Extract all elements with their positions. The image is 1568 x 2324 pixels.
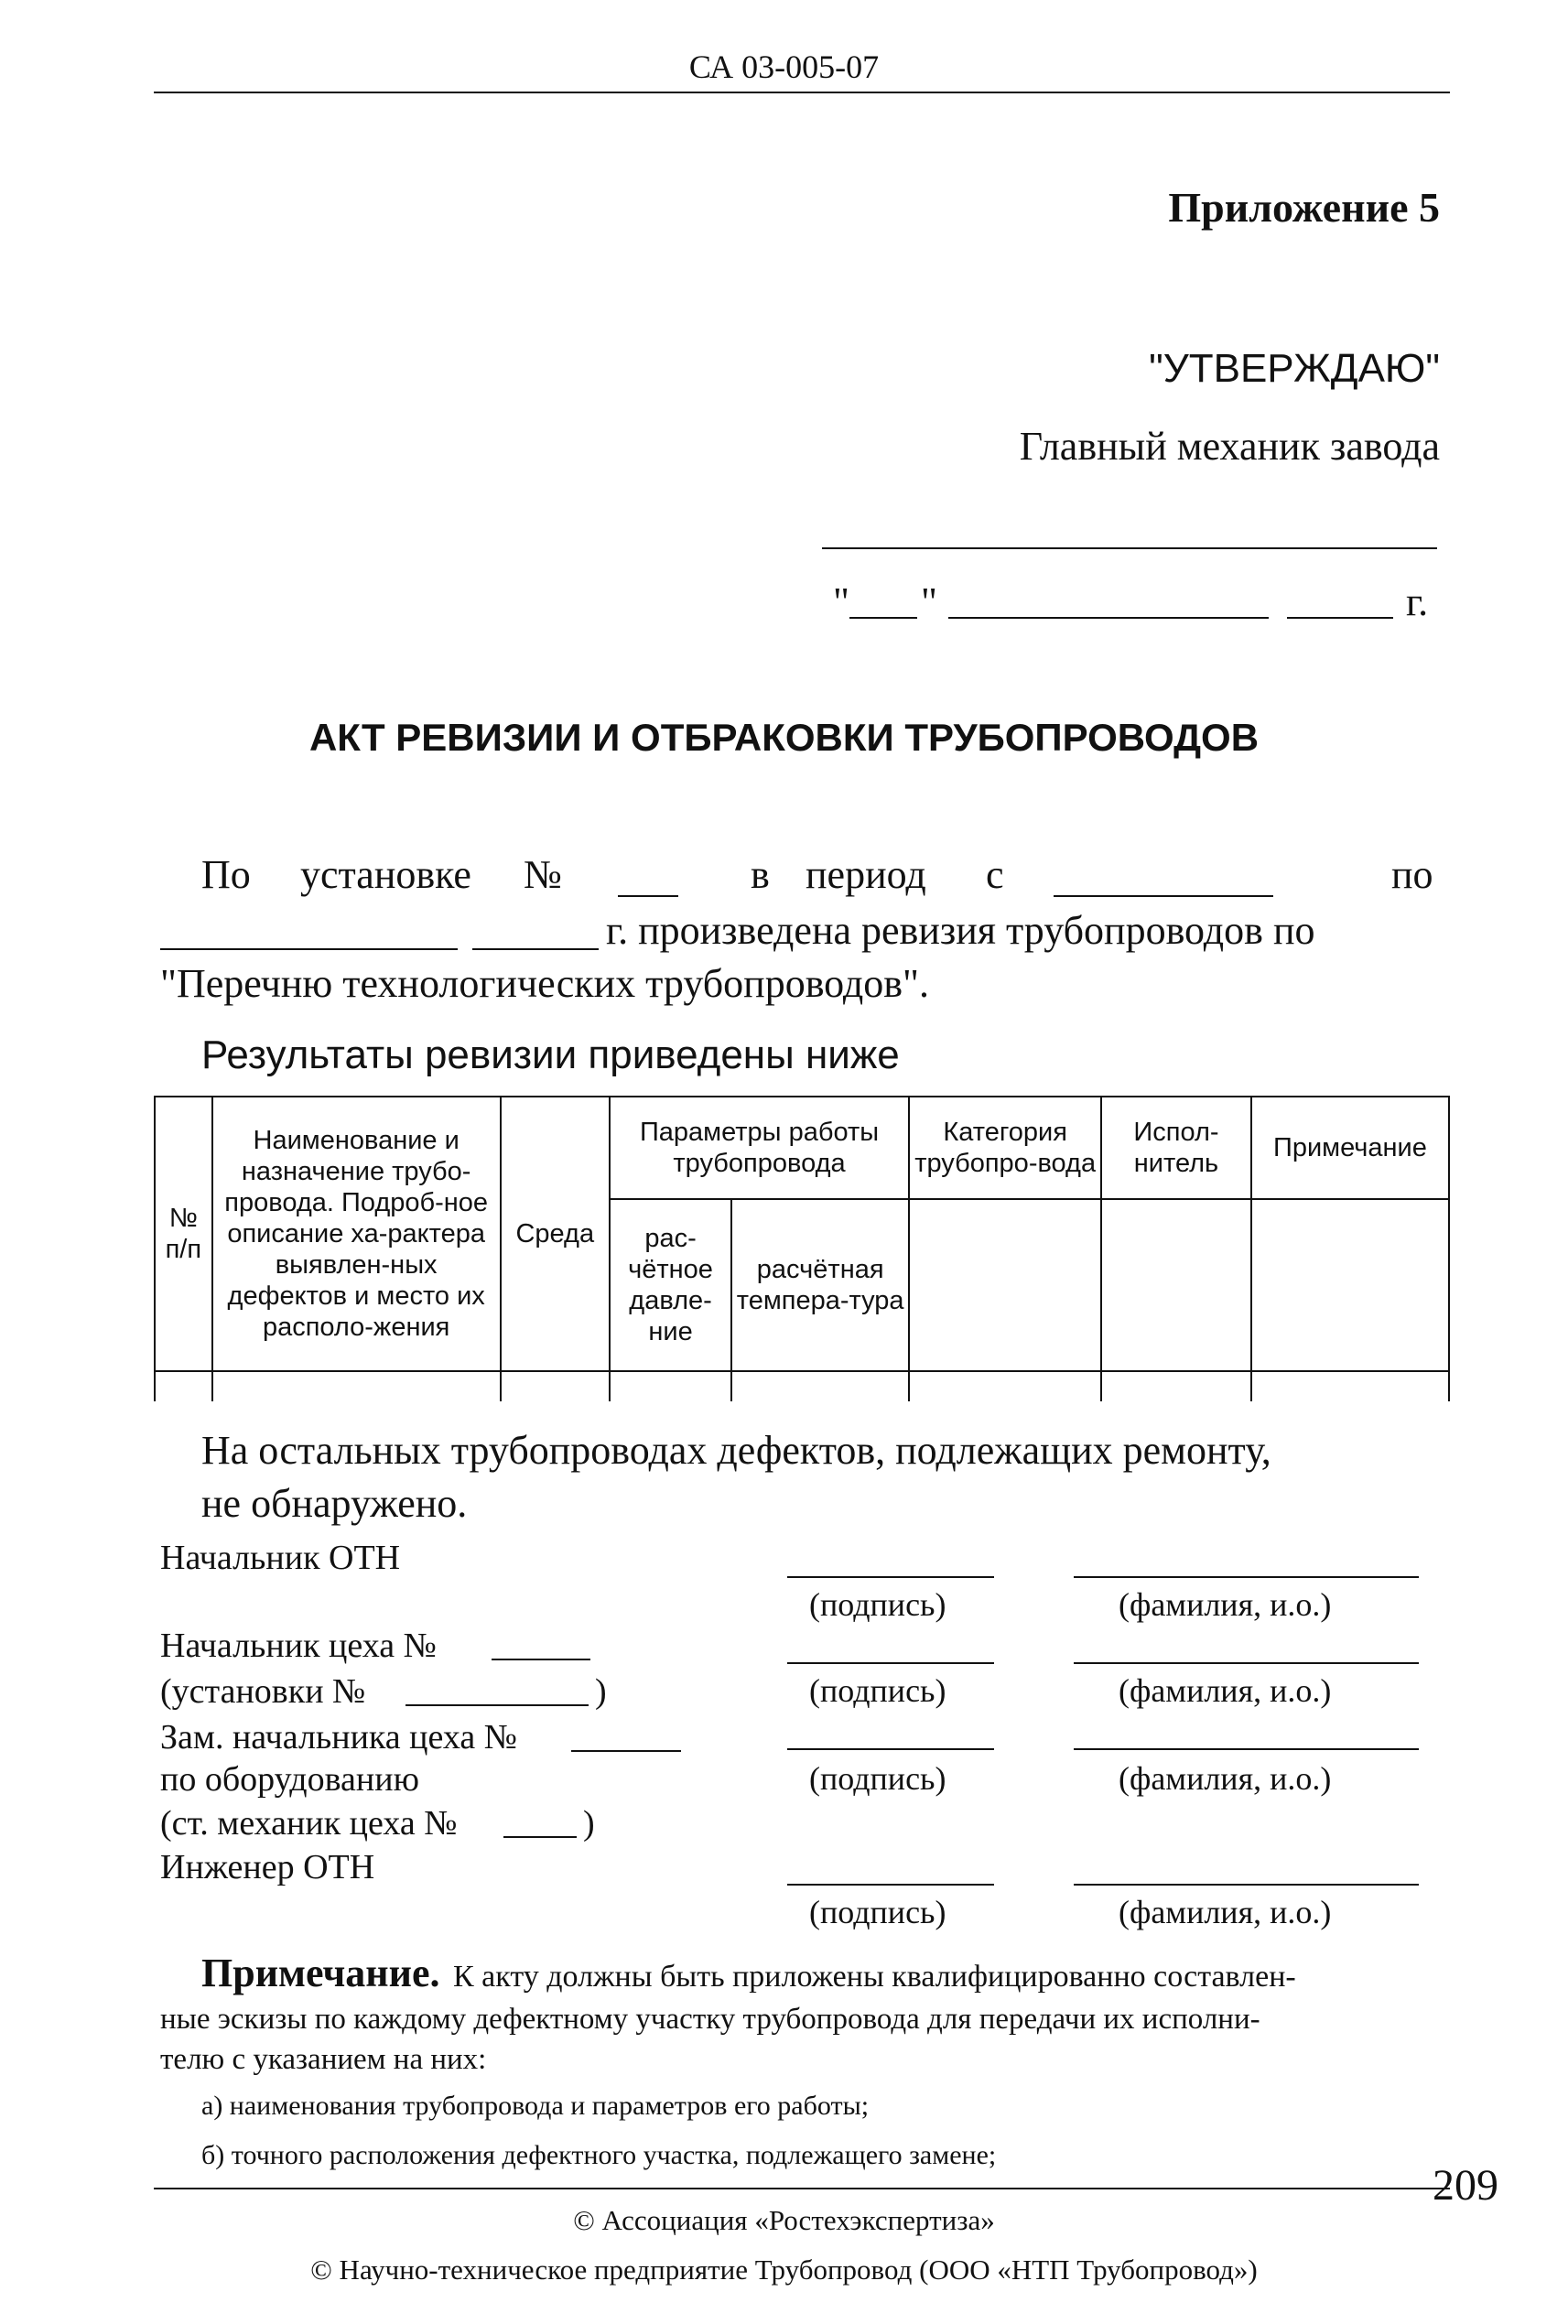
table-cell (909, 1371, 1101, 1401)
note-text-3: телю с указанием на них: (160, 2043, 487, 2076)
table-cell (1101, 1371, 1251, 1401)
header-rule (154, 92, 1450, 93)
note-item-a: а) наименования трубопровода и параметров его работы; (201, 2091, 870, 2121)
table-cell (610, 1371, 731, 1401)
executor-cell (1101, 1199, 1251, 1371)
header-row-number (155, 1097, 212, 1371)
intro-word-po: По (201, 852, 251, 897)
table-cell (212, 1371, 501, 1401)
approval-date-open-quote: " (833, 579, 849, 624)
shop-head-label: Начальник цеха № (160, 1627, 437, 1665)
footer-enterprise: © Научно-техническое предприятие Трубопровод (ООО «НТП Трубопровод») (310, 2254, 1258, 2286)
note-text-2: ные эскизы по каждому дефектному участку трубопровода для передачи их исполни- (160, 2003, 1260, 2036)
unit-number-blank (406, 1704, 589, 1706)
unit-close-paren: ) (595, 1672, 607, 1711)
document-title: АКТ РЕВИЗИИ И ОТБРАКОВКИ ТРУБОПРОВОДОВ (308, 716, 1260, 759)
note-heading: Примечание. (201, 1951, 440, 1995)
header-design-pressure (610, 1199, 731, 1371)
header-pipeline-name (212, 1097, 501, 1371)
engineer-signature-line (787, 1884, 994, 1886)
header-operating-parameters (610, 1097, 909, 1199)
by-equipment-label: по оборудованию (160, 1760, 419, 1799)
header-category (909, 1097, 1101, 1199)
intro-word-po-2: по (1391, 852, 1433, 897)
header-design-pressure-text: рас-чётное давле-ние (628, 1224, 713, 1346)
approval-year-suffix: г. (1406, 579, 1429, 624)
intro-word-s: с (986, 852, 1004, 897)
deputy-signature-line (787, 1748, 994, 1750)
intro-word-period: период (806, 852, 926, 897)
revision-results-table (154, 1096, 1450, 1401)
header-pipeline-name-text: Наименование и назначение трубо-провода. Подроб-ное описание ха-рактера выявлен-ных дефектов и место их располо-жения (224, 1126, 489, 1342)
footer-rule (154, 2188, 1450, 2189)
shop-number-blank (492, 1659, 590, 1660)
shop-head-signature-caption: (подпись) (809, 1672, 946, 1709)
category-cell (909, 1199, 1101, 1371)
approval-heading: "УТВЕРЖДАЮ" (1149, 346, 1440, 391)
deputy-signature-caption: (подпись) (809, 1760, 946, 1797)
head-oth-signature-line (787, 1576, 994, 1578)
table-cell (501, 1371, 610, 1401)
note-item-b: б) точного расположения дефектного участка, подлежащего замене; (201, 2140, 997, 2170)
deputy-label: Зам. начальника цеха № (160, 1718, 517, 1757)
shop-head-name-line (1074, 1662, 1419, 1664)
intro-to-day-blank (160, 948, 458, 950)
note-first-line (201, 1951, 1296, 1999)
header-design-temperature-text: расчётная темпера-тура (736, 1255, 904, 1315)
shop-head-name-caption: (фамилия, и.о.) (1119, 1672, 1332, 1709)
deputy-name-line (1074, 1748, 1419, 1750)
intro-to-year-blank (472, 948, 599, 950)
footer-association: © Ассоциация «Ростехэкспертиза» (573, 2204, 995, 2236)
after-table-line-1: На остальных трубопроводах дефектов, подлежащих ремонту, (201, 1428, 1271, 1473)
approval-month-line (948, 617, 1269, 619)
header-note (1251, 1097, 1449, 1199)
header-executor (1101, 1097, 1251, 1199)
appendix-label: Приложение 5 (1168, 184, 1440, 231)
table-cell (1251, 1371, 1449, 1401)
engineer-oth-label: Инженер ОТН (160, 1848, 375, 1886)
shop-head-signature-line (787, 1662, 994, 1664)
approver-signature-line (822, 547, 1437, 549)
approval-day-line (849, 617, 917, 619)
intro-word-v: в (751, 852, 770, 897)
intro-line-3: "Перечню технологических трубопроводов". (160, 961, 930, 1006)
header-row-number-text: № п/п (165, 1204, 202, 1264)
intro-word-number-sign: № (524, 852, 562, 897)
results-intro: Результаты ревизии приведены ниже (201, 1032, 900, 1077)
head-oth-name-caption: (фамилия, и.о.) (1119, 1586, 1332, 1623)
note-cell (1251, 1199, 1449, 1371)
intro-word-ustanovke: установке (300, 852, 471, 897)
senior-mechanic-shop-blank (503, 1836, 577, 1838)
senior-mechanic-close-paren: ) (583, 1804, 595, 1843)
header-category-text: Категория трубопро-вода (914, 1118, 1097, 1178)
head-oth-label: Начальник ОТН (160, 1539, 401, 1577)
engineer-name-line (1074, 1884, 1419, 1886)
approval-year-line (1287, 617, 1393, 619)
document-code: СА 03-005-07 (688, 49, 880, 85)
table-cell (155, 1371, 212, 1401)
approval-date-close-quote: " (921, 579, 937, 624)
header-medium (501, 1097, 610, 1371)
header-medium-text: Среда (515, 1219, 595, 1248)
intro-unit-blank (618, 895, 678, 897)
table-row (155, 1371, 1449, 1401)
header-note-text: Примечание (1272, 1133, 1427, 1162)
note-text-1: К акту должны быть приложены квалифицированно составлен- (453, 1960, 1296, 1994)
head-oth-signature-caption: (подпись) (809, 1586, 946, 1623)
header-design-temperature (731, 1199, 909, 1371)
table-cell (731, 1371, 909, 1401)
after-table-line-2: не обнаружено. (201, 1481, 468, 1526)
approver-title: Главный механик завода (1019, 424, 1440, 469)
unit-label: (установки № (160, 1672, 366, 1711)
engineer-name-caption: (фамилия, и.о.) (1119, 1894, 1332, 1930)
intro-from-blank (1054, 895, 1273, 897)
deputy-shop-blank (571, 1750, 681, 1752)
deputy-name-caption: (фамилия, и.о.) (1119, 1760, 1332, 1797)
engineer-signature-caption: (подпись) (809, 1894, 946, 1930)
page-number: 209 (1433, 2161, 1498, 2210)
head-oth-name-line (1074, 1576, 1419, 1578)
senior-mechanic-label: (ст. механик цеха № (160, 1804, 458, 1843)
intro-line-2: г. произведена ревизия трубопроводов по (606, 908, 1315, 953)
header-executor-text: Испол-нитель (1133, 1118, 1219, 1178)
intro-line-1 (201, 851, 1437, 904)
header-operating-parameters-text: Параметры работы трубопровода (639, 1118, 880, 1178)
